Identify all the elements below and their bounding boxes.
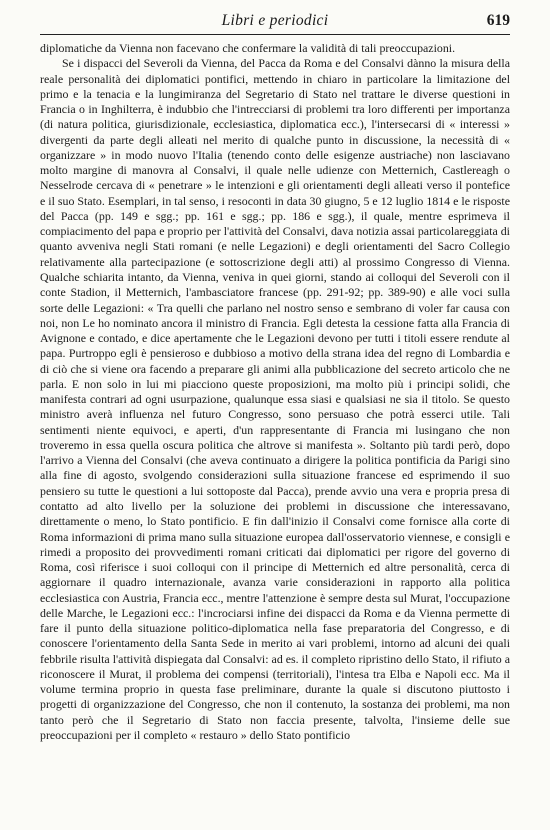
running-header <box>40 12 510 35</box>
running-title: Libri e periodici <box>221 12 329 29</box>
page-number: 619 <box>486 12 510 29</box>
body-text <box>40 41 510 743</box>
paragraph-main: Se i dispacci del Severoli da Vienna, del Pacca da Roma e del Consalvi dànno la misura della reale personalità dei diplomatici pontifici, mettendo in chiaro in particolare la limitazione del primo e la tenacia e la lungimiranza del Segretario di Stato nel trattare le diverse questioni in Francia o in Inghilterra, è indubbio che l'intrecciarsi di problemi tra loro differenti per importanza (di natura politica, giurisdizionale, ecclesiastica, diplomatica ecc.), l'intersecarsi di « interessi » divergenti da parte degli alleati nel merito di qualche punto in discussione, la necessità di « organizzare » in modo nuovo l'Italia (tenendo conto delle esigenze austriache) non lasciavano molto margine di manovra al Consalvi, il quale nelle udienze con Metternich, Castlereagh o Nesselrode cercava di « penetrare » le intenzioni e gli orientamenti degli alleati verso il pontefice e il suo Stato. Esemplari, in tal senso, i resoconti in data 30 giugno, 5 e 12 luglio 1814 e le risposte del Pacca (pp. 149 e sgg.; pp. 161 e sgg.; pp. 186 e sgg.), il quale, mentre esprimeva il compiacimento del papa e proprio per l'attività del Consalvi, dava notizia assai particolareggiata di quanto avveniva negli Stati romani (e nelle Legazioni) e degli orientamenti del Sacro Collegio relativamente alla partecipazione (e sottoscrizione degli atti) al prossimo Congresso di Vienna. Qualche schiarita intanto, da Vienna, veniva in quei giorni, stando ai colloqui del Severoli con il conte Stadion, il Metternich, l'ambasciatore francese (pp. 291-92; pp. 389-90) e alle voci sulla sorte delle Legazioni: « Tra quelli che parlano nel nostro senso e sembrano di voler far causa con noi, non Le ho nominato ancora il ministro di Francia. Egli detesta la cessione fatta alla Francia di Avignone e contado, e dice apertamente che le Legazioni devono per tutti i titoli essere rendute al papa. Purtroppo egli è pensieroso e dubbioso a motivo della strana idea del regno di Lombardia e di ciò che si viene ora facendo a preparare gli animi alla pubblicazione del secreto articolo che ne parla. E non solo in lui mi piacciono queste proposizioni, ma molto più i principi solidi, che manifesta contrari ad ogni usurpazione, qualunque essa siasi e qualsiasi ne sia il titolo. Se questo ministro averà influenza nel futuro Congresso, sono persuaso che potrà esserci utile. Tali sentimenti niente equivoci, e aperti, d'un rappresentante di Francia mi lusingano che non troveremo in essa quella oscura politica che altrove si manifesta ». Soltanto più tardi però, dopo l'arrivo a Vienna del Consalvi (che aveva continuato a dirigere la politica pontificia da Parigi sino alla fine di agosto, svolgendo considerazioni sulla situazione francese ed esprimendo il suo pensiero su tutte le questioni a lui sottoposte dal Pacca), prende avvio una vera e propria presa di contatto ad alto livello per la soluzione dei problemi in discussione che interessavano, direttamente o meno, lo Stato pontificio. E fin dall'inizio il Consalvi come fornisce alla corte di Roma informazioni di prima mano sulla situazione europea dall'osservatorio viennese, e consigli e rimedi a proposito dei provvedimenti romani criticati dai diplomatici per rigore del governo di Roma, così riferisce i suoi colloqui con il principe di Metternich ed altre personalità, cerca di aggiornare il quadro internazionale, avanza varie considerazioni in rapporto alla politica ecclesiastica con Austria, Francia ecc., mentre l'attenzione è sempre desta sul Murat, l'occupazione delle Marche, le Legazioni ecc.: l'incrociarsi infine dei dispacci da Roma e da Vienna permette di fare il punto della situazione politico-diplomatica nella fase preparatoria del Congresso, e di conoscere l'orientamento della Santa Sede in merito ai vari problemi, intorno ad alcuni dei quali febbrile risulta l'attività dispiegata dal Consalvi: ad es. il completo ripristino dello Stato, il rifiuto a riconoscere il Murat, il problema dei compensi (territoriali), l'intesa tra Elba e Napoli ecc. Ma il volume termina proprio in questa fase preliminare, durante la quale si discutono piuttosto i progetti di organizzazione del Congresso, che non il contenuto, la sostanza dei problemi, ma non tanto però che il Segretario di Stato non faccia presente, talvolta, l'insieme delle sue preoccupazioni per il completo « restauro » dello Stato pontificio <box>40 56 510 742</box>
paragraph-continued: diplomatiche da Vienna non facevano che confermare la validità di tali preoccupazioni. <box>40 41 456 55</box>
